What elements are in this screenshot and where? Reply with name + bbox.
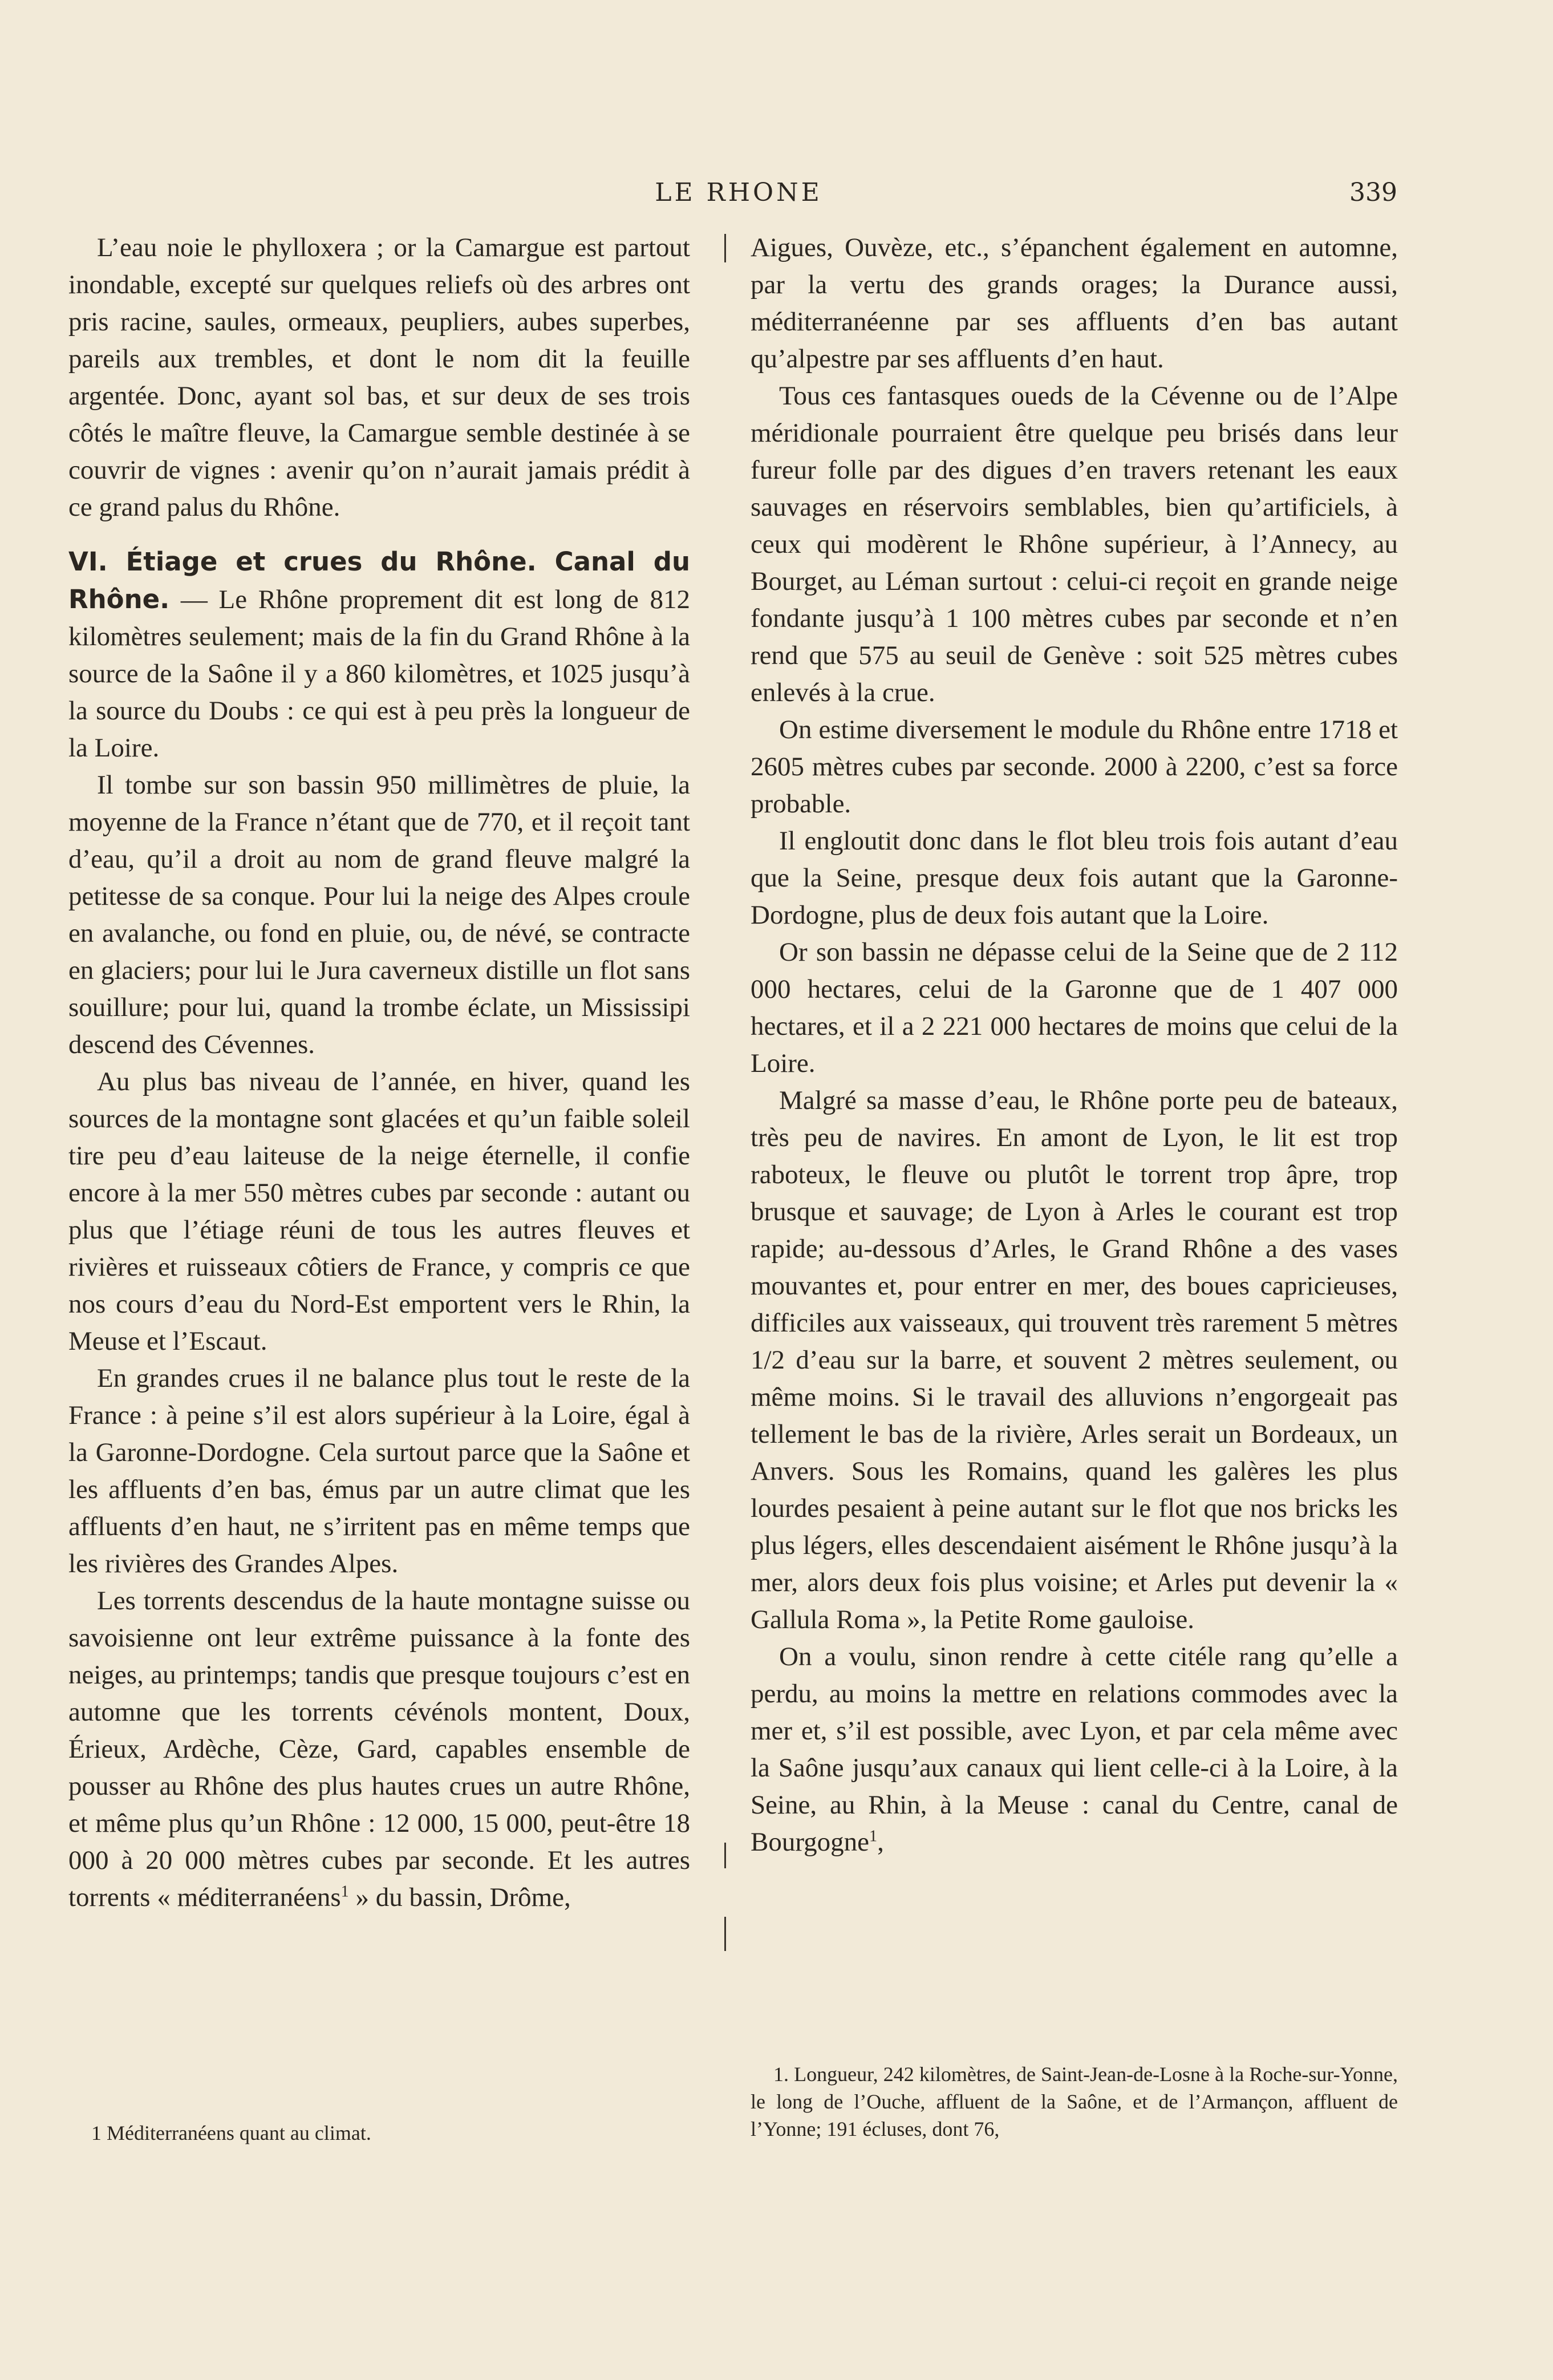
paragraph: Or son bassin ne dépasse celui de la Seine que de 2 112 000 hectares, celui de la Garonne que de 1 407 000 hectares, et il a 2 221 000 hectares de moins que celui de la Loire. (751, 937, 1398, 1078)
footnote-marker: 1 (869, 1827, 878, 1845)
paragraph: Il tombe sur son bassin 950 millimètres de pluie, la moyenne de la France n’étant que de 770, et il reçoit tant d’eau, qu’il a droit au nom de grand fleuve malgré la petitesse de sa conque. Pour lui la neige des Alpes croule en avalanche, ou fond en pluie, ou, de névé, se contracte en glaciers; pour lui le Jura caverneux distille un flot sans souillure; pour lui, quand la trombe éclate, un Mississipi descend des Cévennes. (68, 770, 690, 1059)
page-title: LE RHONE (655, 178, 822, 207)
paragraph (68, 1582, 690, 1916)
left-footnotes (68, 2119, 690, 2147)
running-header (80, 178, 1397, 212)
page-number: 339 (1349, 178, 1397, 207)
paragraph-text: Les torrents descendus de la haute montagne suisse ou savoisienne ont leur extrême puissance à la fonte des neiges, au printemps; tandis que presque toujours c’est en automne que les torrents cévénols montent, Doux, Érieux, Ardèche, Cèze, Gard, capables ensemble de pousser au Rhône des plus hautes crues un autre Rhône, et même plus qu’un Rhône : 12 000, 15 000, peut-être 18 000 à 20 000 mètres cubes par seconde. Et les autres torrents « méditerranéens (68, 1586, 690, 1912)
section-heading: VI. Étiage et crues du Rhône. Canal du Rhône. (68, 547, 690, 614)
paragraph: Au plus bas niveau de l’année, en hiver, quand les sources de la montagne sont glacées et qu’un faible soleil tire peu d’eau laiteuse de la neige éternelle, il confie encore à la mer 550 mètres cubes par seconde : autant ou plus que l’étiage réuni de tous les autres fleuves et rivières et ruisseaux côtiers de France, y compris ce que nos cours d’eau du Nord-Est emportent vers le Rhin, la Meuse et l’Escaut. (68, 1067, 690, 1356)
paragraph: En grandes crues il ne balance plus tout le reste de la France : à peine s’il est alors supérieur à la Loire, égal à la Garonne-Dordogne. Cela surtout parce que la Saône et les affluents d’en bas, émus par un autre climat que les affluents d’en haut, ne s’irritent pas en même temps que les rivières des Grandes Alpes. (68, 1363, 690, 1578)
paragraph: Malgré sa masse d’eau, le Rhône porte peu de bateaux, très peu de navires. En amont de Lyon, le lit est trop raboteux, le fleuve ou plutôt le torrent trop âpre, trop brusque et sauvage; de Lyon à Arles le courant est trop rapide; au-dessous d’Arles, le Grand Rhône a des vases mouvantes et, pour entrer en mer, des boues capricieuses, difficiles aux vaisseaux, qui trouvent très rarement 5 mètres 1/2 d’eau sur la barre, et souvent 2 mètres seulement, ou même moins. Si le travail des alluvions n’engorgeait pas tellement le bas de la rivière, Arles serait un Bordeaux, un Anvers. Sous les Romains, quand les galères les plus lourdes pesaient à peine autant sur le flot que nos bricks les plus légers, elles descendaient aisément le Rhône jusqu’à la mer, alors deux fois plus voisine; et Arles put devenir la « Gallula Roma », la Petite Rome gauloise. (751, 1086, 1398, 1634)
right-footnotes (751, 2061, 1398, 2143)
right-column (751, 229, 1398, 1861)
paragraph (751, 1638, 1398, 1861)
paragraph: Il engloutit donc dans le flot bleu trois fois autant d’eau que la Seine, presque deux fois autant que la Garonne-Dordogne, plus de deux fois autant que la Loire. (751, 826, 1398, 930)
paragraph: Aigues, Ouvèze, etc., s’épanchent également en automne, par la vertu des grands orages; la Durance aussi, méditerranéenne par ses affluents d’en bas autant qu’alpestre par ses affluents d’en haut. (751, 233, 1398, 374)
paragraph: Tous ces fantasques oueds de la Cévenne ou de l’Alpe méridionale pourraient être quelque peu brisés dans leur fureur folle par des digues d’en travers retenant les eaux sauvages en réservoirs semblables, bien qu’artificiels, à ceux qui modèrent le Rhône supérieur, à l’Annecy, au Bourget, au Léman surtout : celui-ci reçoit en grande neige fondante jusqu’à 1 100 mètres cubes par seconde et n’en rend que 575 au seuil de Genève : soit 525 mètres cubes enlevés à la crue. (751, 381, 1398, 707)
column-rule-middle (724, 1843, 726, 1868)
paragraph: L’eau noie le phylloxera ; or la Camargue est partout inondable, excepté sur quelques reliefs où des arbres ont pris racine, saules, ormeaux, peupliers, aubes superbes, pareils aux trembles, et dont le nom dit la feuille argentée. Donc, ayant sol bas, et sur deux de ses trois côtés le maître fleuve, la Camargue semble destinée à se couvrir de vignes : avenir qu’on n’aurait jamais prédit à ce grand palus du Rhône. (68, 233, 690, 522)
footnote: 1. Longueur, 242 kilomètres, de Saint-Jean-de-Losne à la Roche-sur-Yonne, le long de l’Ouche, affluent de la Saône, et de l’Armançon, affluent de l’Yonne; 191 écluses, dont 76, (751, 2063, 1398, 2140)
paragraph-text: , (877, 1827, 884, 1857)
section-paragraph (68, 543, 690, 767)
footnote: 1 Méditerranéens quant au climat. (91, 2122, 371, 2144)
paragraph-text: On a voulu, sinon rendre à cette citéle rang qu’elle a perdu, au moins la mettre en relations commodes avec la mer et, s’il est possible, avec Lyon, et par cela même avec la Saône jusqu’aux canaux qui lient celle-ci à la Loire, à la Seine, au Rhin, à la Meuse : canal du Centre, canal de Bourgogne (751, 1642, 1398, 1857)
footnote-marker: 1 (340, 1883, 349, 1901)
column-rule-top (724, 234, 726, 262)
paragraph-text: » du bassin, Drôme, (348, 1883, 571, 1912)
column-rule-lower (724, 1917, 726, 1951)
section-text: — Le Rhône proprement dit est long de 812 kilomètres seulement; mais de la fin du Grand Rhône à la source de la Saône il y a 860 kilomètres, et 1025 jusqu’à la source du Doubs : ce qui est à peu près la longueur de la Loire. (68, 585, 691, 763)
paragraph: On estime diversement le module du Rhône entre 1718 et 2605 mètres cubes par seconde. 2000 à 2200, c’est sa force probable. (751, 715, 1398, 819)
left-column (68, 229, 690, 1916)
